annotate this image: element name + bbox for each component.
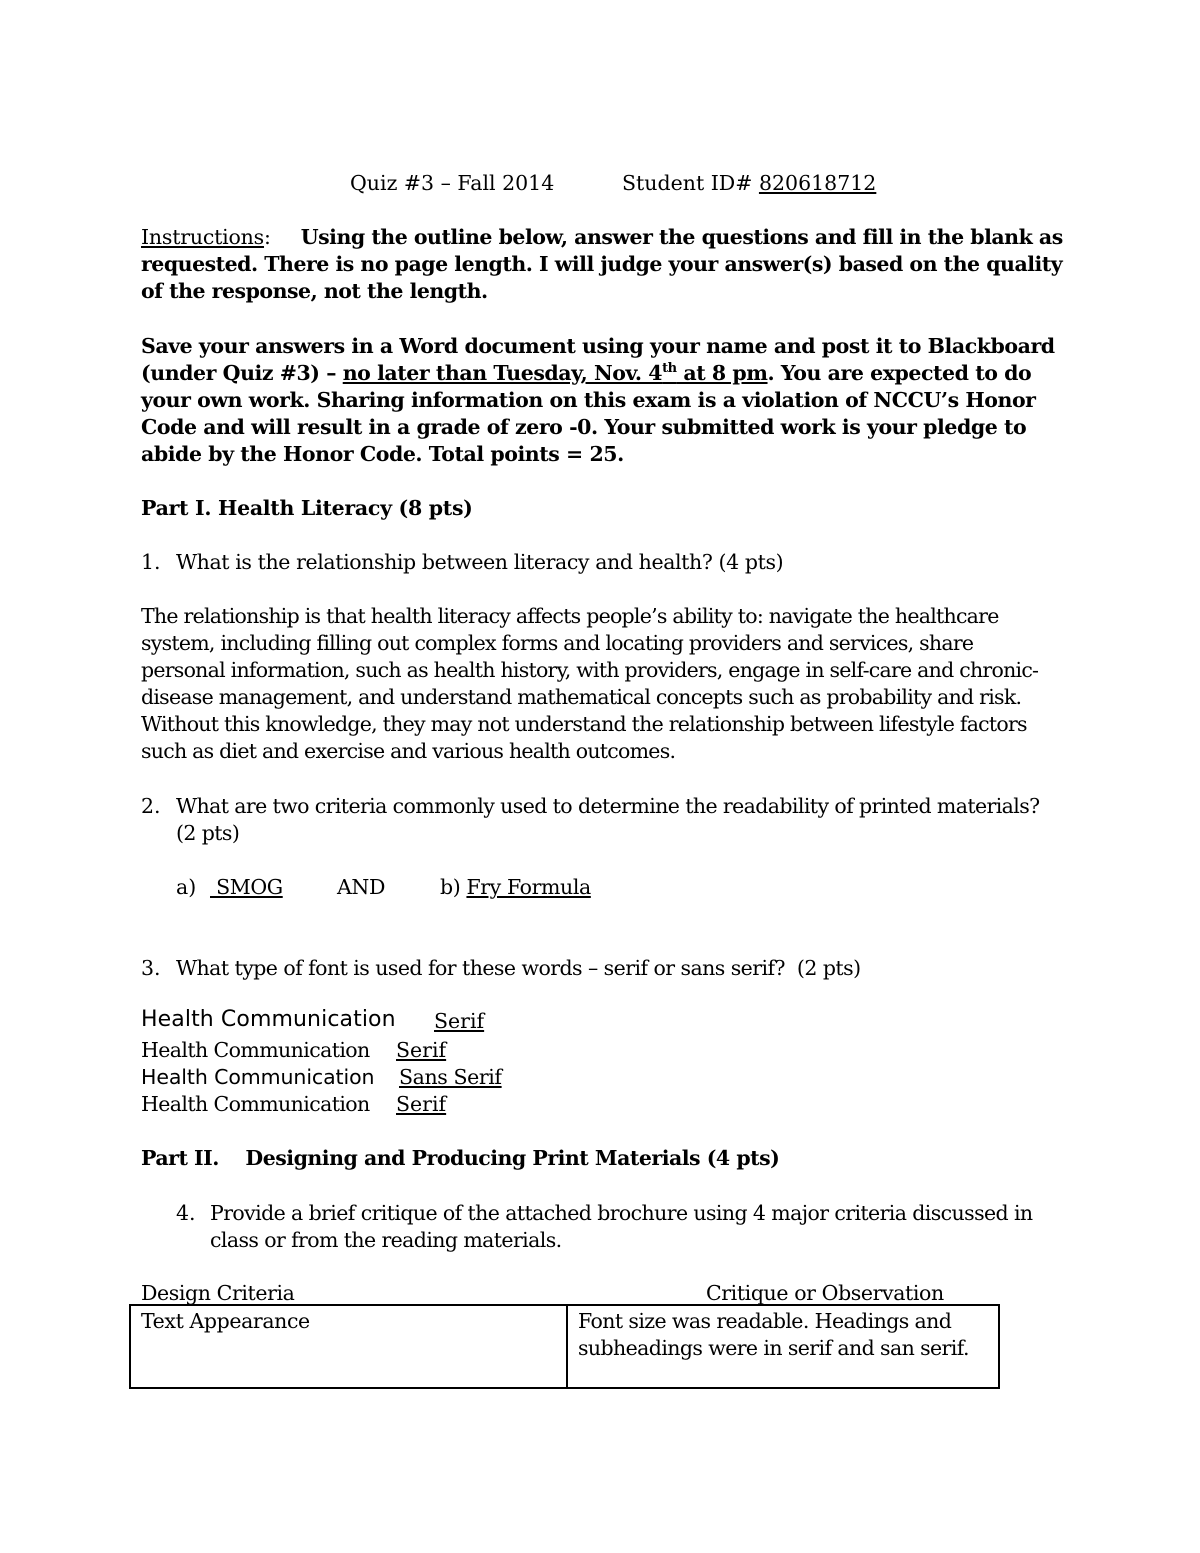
q2-text: What are two criteria commonly used to determine the readability of printed materials? (2 pts) bbox=[176, 794, 1040, 845]
quiz-title: Quiz #3 – Fall 2014 bbox=[350, 171, 555, 195]
font-answer-4: Serif bbox=[396, 1092, 447, 1116]
font-sample-2: Health Communication bbox=[141, 1038, 370, 1062]
q3-number: 3. bbox=[141, 956, 161, 980]
part1-heading: Part I. Health Literacy (8 pts) bbox=[141, 496, 473, 520]
part2-heading: Part II. Designing and Producing Print Materials (4 pts) bbox=[141, 1146, 780, 1170]
q2-number: 2. bbox=[141, 794, 161, 818]
instructions-label: Instructions bbox=[141, 225, 265, 249]
table-cell-criteria: Text Appearance bbox=[130, 1305, 567, 1388]
font-sample-4: Health Communication bbox=[141, 1092, 370, 1116]
q4-number: 4. bbox=[176, 1201, 196, 1225]
q3-text: What type of font is used for these words – serif or sans serif? (2 pts) bbox=[176, 956, 861, 980]
student-id-value: 820618712 bbox=[758, 171, 877, 195]
q2-and-label: AND bbox=[337, 875, 385, 899]
q2-b-value: Fry Formula bbox=[466, 875, 591, 899]
q2-b bbox=[440, 874, 591, 901]
instructions-colon: : bbox=[264, 225, 271, 249]
submission-text-before: Save your answers in a Word document using your name and post it to Blackboard (under Quiz #3) – bbox=[141, 334, 1055, 385]
q1-answer: The relationship is that health literacy affects people’s ability to: navigate the healthcare system, including filling out complex forms and locating providers and services, share personal information, such as health history, with providers, engage in self-care and chronic-disease management, and understand mathematical concepts such as probability and risk. Without this knowledge, they may not understand the relationship between lifestyle factors such as diet and exercise and various health outcomes. bbox=[141, 604, 1039, 763]
criteria-table bbox=[129, 1304, 1000, 1389]
q2-b-label: b) bbox=[440, 875, 467, 899]
font-answer-1: Serif bbox=[434, 1009, 485, 1033]
q2-a-label: a) bbox=[176, 875, 197, 899]
q1-number: 1. bbox=[141, 550, 161, 574]
deadline-time: at 8 pm bbox=[676, 361, 768, 385]
table-header-observation: Critique or Observation bbox=[706, 1281, 944, 1305]
table-cell-observation: Font size was readable. Headings and subheadings were in serif and san serif. bbox=[567, 1305, 999, 1388]
font-sample-1: Health Communication bbox=[141, 1007, 396, 1032]
student-id bbox=[622, 170, 876, 197]
q1-text: What is the relationship between literacy and health? (4 pts) bbox=[176, 550, 784, 574]
submission-text-after: . You are expected to do your own work. Sharing information on this exam is a violation of NCCU’s Honor Code and will result in a grade of zero -0. Your submitted work is your pledge to abide by the Honor Code. Total points = 25. bbox=[141, 361, 1036, 466]
deadline-text: no later than Tuesday, Nov. 4 bbox=[342, 361, 663, 385]
q4-text: Provide a brief critique of the attached brochure using 4 major criteria discussed in class or from the reading materials. bbox=[210, 1201, 1033, 1252]
q2-a-value: SMOG bbox=[210, 875, 283, 899]
deadline-sup: th bbox=[662, 361, 677, 377]
table-header-criteria: Design Criteria bbox=[141, 1281, 295, 1305]
instructions-paragraph bbox=[141, 224, 1071, 305]
submission-paragraph bbox=[141, 333, 1071, 468]
font-sample-3: Health Communication bbox=[141, 1065, 375, 1089]
table-row bbox=[130, 1305, 999, 1388]
submission-deadline bbox=[343, 361, 768, 385]
font-answer-3: Sans Serif bbox=[399, 1065, 502, 1089]
font-answer-2: Serif bbox=[396, 1038, 447, 1062]
student-id-label: Student ID# bbox=[622, 171, 759, 195]
instructions-text: Using the outline below, answer the questions and fill in the blank as requested. There is no page length. I will judge your answer(s) based on the quality of the response, not the length. bbox=[141, 225, 1063, 303]
